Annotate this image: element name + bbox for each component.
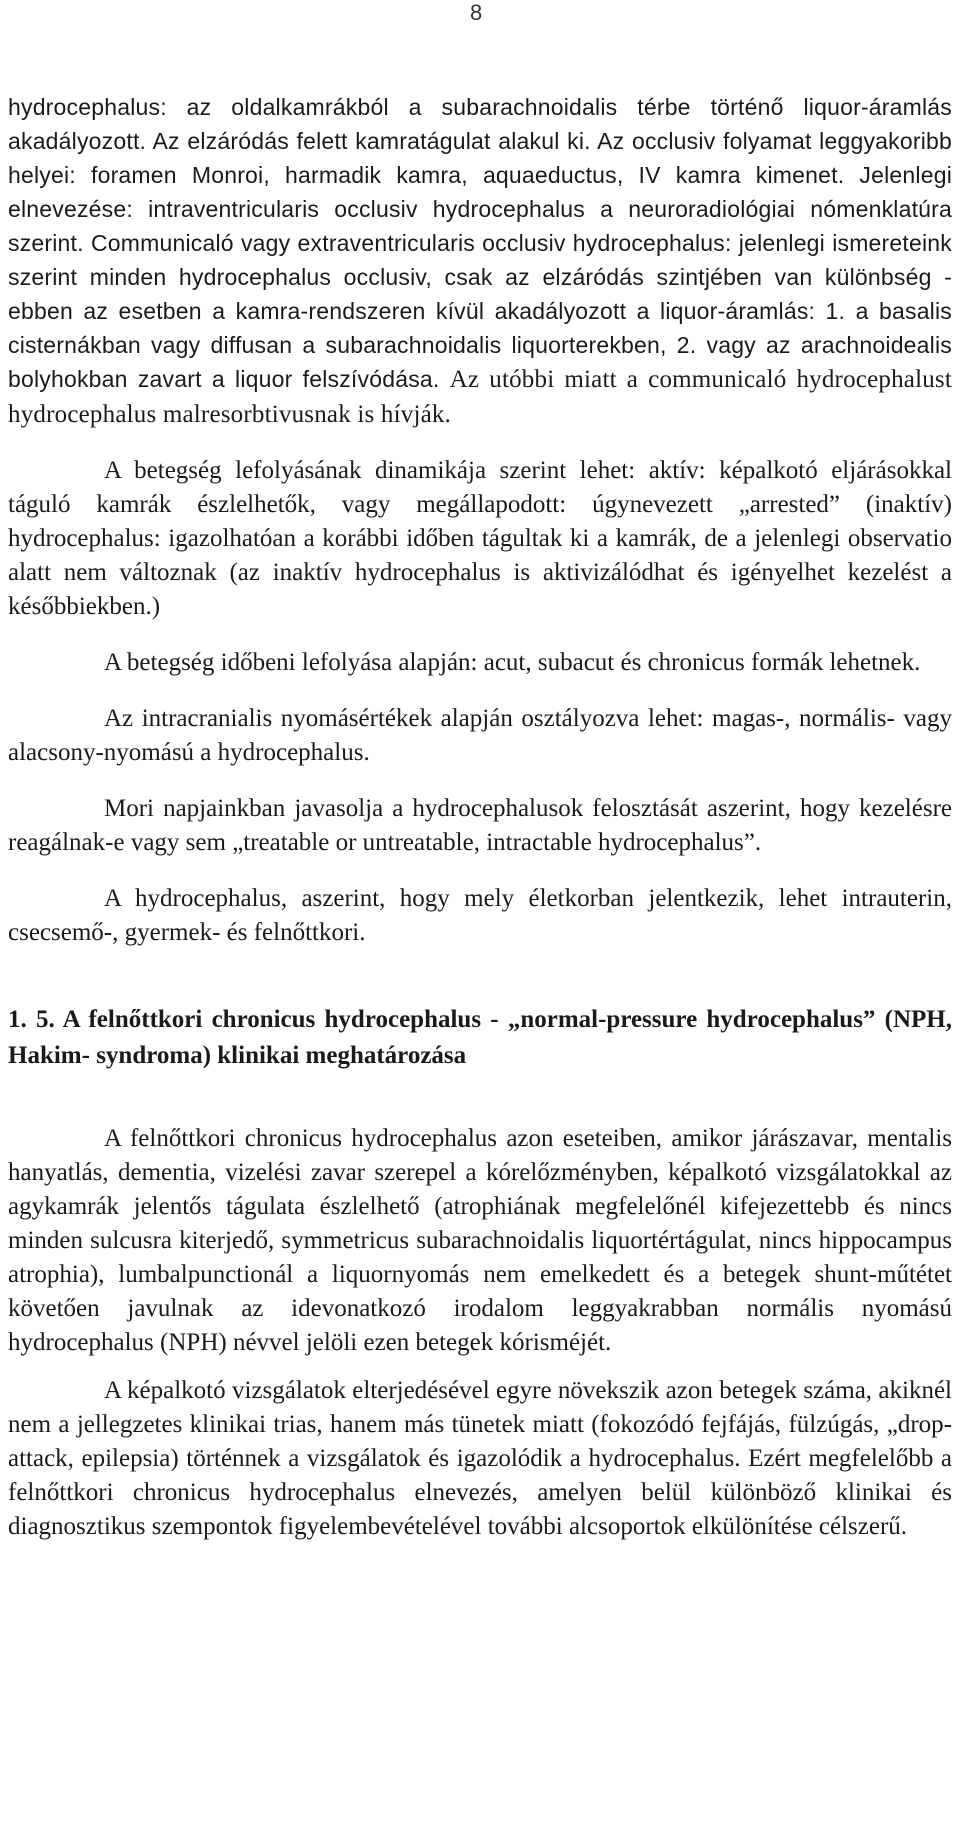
paragraph-text: hydrocephalus: az oldalkamrákból a subarachnoidalis térbe történő liquor-áramlás akadályozott. Az elzáródás felett kamratágulat alakul ki. Az occlusiv folyamat leggyakoribb helyei: foramen Monroi, harmadik kamra, aquaeductus, IV kamra kimenet. Jelenlegi elnevezése: intraventricularis occlusiv hydrocephalus a neuroradiológiai nómenklatúra szerint. Communicaló vagy extraventricularis occlusiv hydrocephalus: jelenlegi ismereteink szerint minden hydrocephalus occlusiv, csak az elzáródás szintjében van különbség - ebben az esetben a kamra-rendszeren kívül akadályozott a liquor-áramlás: 1. a basalis cisternákban vagy diffusan a subarachnoidalis liquorterekben, 2. vagy az arachnoidealis bolyhokban zavart a liquor felszívódása. bbox=[8, 94, 952, 392]
document-body bbox=[8, 90, 952, 1544]
section-heading: 1. 5. A felnőttkori chronicus hydrocephalus - „normal-pressure hydrocephalus” (NPH, Hakim- syndroma) klinikai meghatározása bbox=[8, 1006, 952, 1069]
paragraph-course: A betegség időbeni lefolyása alapján: acut, subacut és chronicus formák lehetnek. bbox=[104, 649, 921, 676]
paragraph-dynamics: A betegség lefolyásának dinamikája szerint lehet: aktív: képalkotó eljárásokkal táguló kamrák észlelhetők, vagy megállapodott: úgynevezett „arrested” (inaktív) hydrocephalus: igazolhatóan a korábbi időben tágultak ki a kamrák, de a jelenlegi observatio alatt nem változnak (az inaktív hydrocephalus is aktivizálódhat és igényelhet kezelést a későbbiekben.) bbox=[8, 457, 952, 620]
paragraph-age: A hydrocephalus, aszerint, hogy mely életkorban jelentkezik, lehet intrauterin, csecsemő-, gyermek- és felnőttkori. bbox=[8, 885, 952, 946]
paragraph-npH-definition: A felnőttkori chronicus hydrocephalus azon eseteiben, amikor járászavar, mentalis hanyatlás, dementia, vizelési zavar szerepel a kórelőzményben, képalkotó vizsgálatokkal az agykamrák jelentős tágulata észlelhető (atrophiának megfelelőnél kifejezettebb és nincs minden sulcusra kiterjedő, symmetricus subarachnoidalis liquortértágulat, nincs hippocampus atrophia), lumbalpunctionál a liquornyomás nem emelkedett és a betegek shunt-műtétet követően javulnak az idevonatkozó irodalom leggyakrabban normális nyomású hydrocephalus (NPH) névvel jelöli ezen betegek kórisméjét. bbox=[8, 1125, 952, 1356]
paragraph-hydrocephalus-types bbox=[8, 90, 952, 432]
paragraph-pressure: Az intracranialis nyomásértékek alapján osztályozva lehet: magas-, normális- vagy alacsony-nyomású a hydrocephalus. bbox=[8, 705, 952, 766]
paragraph-mori: Mori napjainkban javasolja a hydrocephalusok felosztását aszerint, hogy kezelésre reagálnak-e vagy sem „treatable or untreatable, intractable hydrocephalus”. bbox=[8, 795, 952, 856]
paragraph-imaging: A képalkotó vizsgálatok elterjedésével egyre növekszik azon betegek száma, akiknél nem a jellegzetes klinikai trias, hanem más tünetek miatt (fokozódó fejfájás, fülzúgás, „drop-attack, epilepsia) történnek a vizsgálatok és igazolódik a hydrocephalus. Ezért megfelelőbb a felnőttkori chronicus hydrocephalus elnevezés, amelyen belül különböző klinikai és diagnosztikus szempontok figyelembevételével további alcsoportok elkülönítése célszerű. bbox=[8, 1377, 952, 1540]
paragraph-tail: Az utóbbi miatt a communicaló hydrocephalust hydrocephalus malresorbtivusnak is hívják. bbox=[8, 366, 952, 428]
page-number: 8 bbox=[470, 0, 483, 25]
